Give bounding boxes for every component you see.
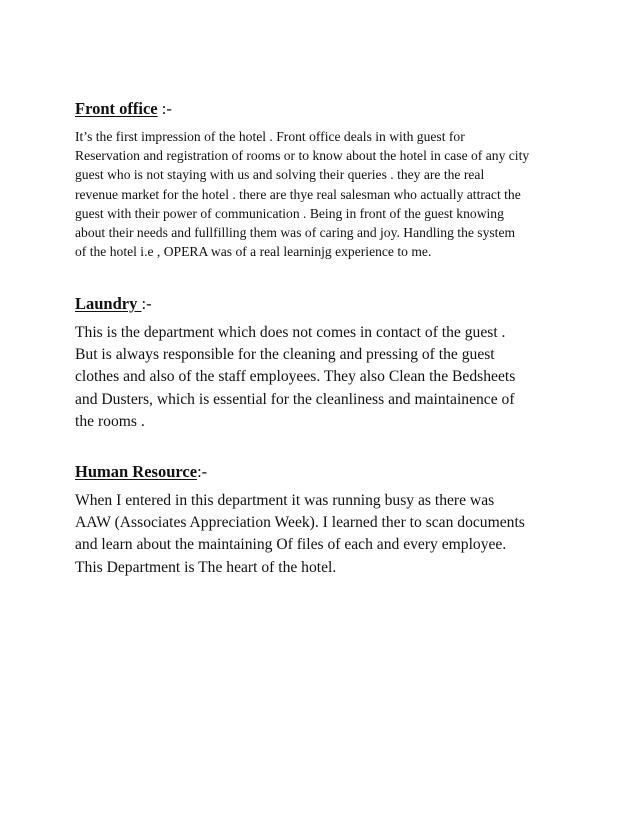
laundry-heading: Laundry — [75, 294, 142, 313]
paragraph-line: clothes and also of the staff employees. They also Clean the Bedsheets — [75, 368, 516, 386]
front-office-heading-line — [75, 99, 575, 119]
paragraph-line: and learn about the maintaining Of files of each and every employee. — [75, 536, 507, 554]
paragraph-line: When I entered in this department it was running busy as there was — [75, 492, 495, 509]
human-resource-heading-suffix: :- — [197, 462, 208, 481]
paragraph-line: Reservation and registration of rooms or to know about the hotel in case of any city — [75, 148, 530, 164]
laundry-paragraph — [75, 322, 575, 433]
paragraph-line: and Dusters, which is essential for the cleanliness and maintainence of — [75, 390, 515, 408]
laundry-heading-line — [75, 294, 575, 314]
paragraph-line: the rooms . — [75, 412, 145, 430]
paragraph-line: AAW (Associates Appreciation Week). I learned ther to scan documents — [75, 514, 525, 532]
paragraph-line: But is always responsible for the cleaning and pressing of the guest — [75, 346, 495, 364]
human-resource-section — [75, 462, 575, 579]
paragraph-line: guest who is not staying with us and solving their queries . they are the real — [75, 167, 485, 183]
human-resource-heading: Human Resource — [75, 462, 198, 481]
laundry-heading-suffix: :- — [141, 294, 152, 313]
paragraph-line: guest with their power of communication . Being in front of the guest knowing — [75, 205, 504, 221]
paragraph-line: This Department is The heart of the hotel. — [75, 558, 337, 576]
paragraph-line: It’s the first impression of the hotel . Front office deals in with guest for — [75, 129, 465, 144]
human-resource-heading-line — [75, 462, 575, 482]
human-resource-paragraph — [75, 490, 575, 579]
paragraph-line: of the hotel i.e , OPERA was of a real learninjg experience to me. — [75, 244, 432, 260]
paragraph-line: about their needs and fullfilling them was of caring and joy. Handling the system — [75, 225, 516, 241]
front-office-section — [75, 99, 575, 261]
paragraph-line: This is the department which does not comes in contact of the guest . — [75, 324, 506, 341]
paragraph-line: revenue market for the hotel . there are thye real salesman who actually attract the — [75, 186, 521, 202]
laundry-section — [75, 294, 575, 433]
front-office-heading: Front office — [75, 99, 158, 118]
front-office-paragraph — [75, 127, 575, 261]
front-office-heading-suffix: :- — [157, 99, 172, 118]
